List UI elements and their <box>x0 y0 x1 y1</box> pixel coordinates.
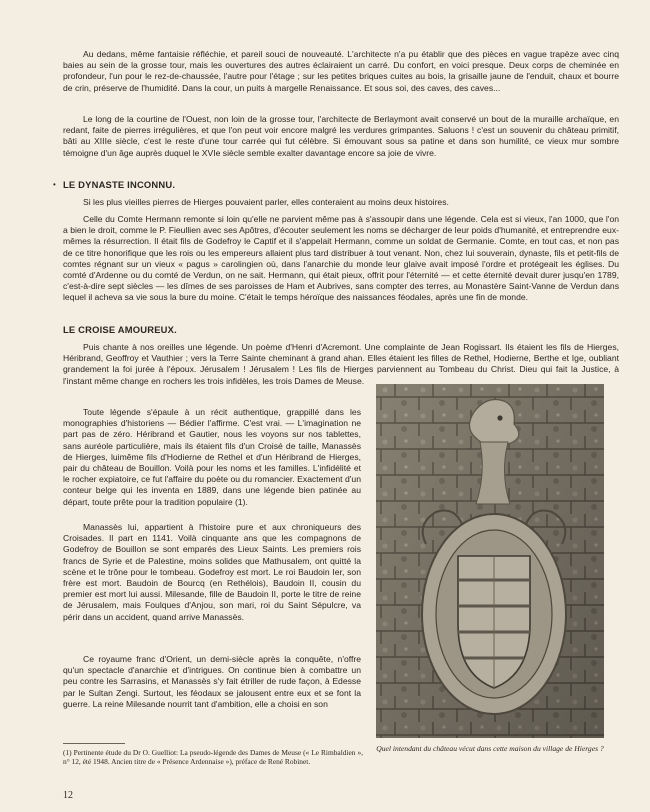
section-heading-croise: LE CROISE AMOUREUX. <box>63 324 177 335</box>
photo-caption: Quel intendant du château vécut dans cette maison du village de Hierges ? <box>376 744 604 753</box>
paragraph-kingdom: Ce royaume franc d'Orient, un demi-siècle après la conquête, n'offre qu'un spectacle d'anarchie et d'intrigues. On continue bien à combattre un peu contre les Sarrasins, et Manassès s'y fait étriller de rude façon, à Edesse par le Sultan Zengi. Surtout, les féodaux se jalousent entre eux et se font la guerre. La reine Milesande nourrit tant d'ambition, elle a choisi en son <box>63 654 361 709</box>
section-heading-dynaste: LE DYNASTE INCONNU. <box>63 179 176 190</box>
page-number: 12 <box>63 790 73 801</box>
paragraph-legend: Puis chante à nos oreilles une légende. Un poème d'Henri d'Acremont. Une complainte de Jean Rogissart. Ils étaient les fils de Hierges, Héribrand, Geoffroy et Vauthier ; vers la Terre Sainte cheminant à grand ahan. Elles étaient les filles de Rethel, Hodierne, Berthe et Ige, oubliant grandement la foi jurée à l'époux. Jérusalem ! Jérusalem ! Les fils de Hierges parviennent au Tombeau du Christ. Dieu qui fait la Justice, à l'instant même change en rochers les trois infidèles, les trois Dames de Meuse. <box>63 342 619 386</box>
footnote: (1) Pertinente étude du Dr O. Guelliot: La pseudo-légende des Dames de Meuse (« Le Rimbaldien », n° 12, été 1948. Ancien titre de « Présence Ardennaise »), préface de René Robinet. <box>63 748 363 767</box>
section-bullet: • <box>53 180 56 189</box>
paragraph-hermann: Celle du Comte Hermann remonte si loin qu'elle ne parvient même pas à s'assoupir dans une légende. Cela est si vieux, l'an 1000, que l'on a bien le droit, comme le P. Fieullien avec ses Apôtres, d'écouter seulement les noms se décharger de leur poids d'humanité, et entreprendre eux-mêmes la résurrection. Il était fils de Godefroy le Captif et il s'appelait Hermann, comme un soldat de Germanie. Comte, en tout cas, et non pas de ce titre honorifique que les rois ou les empereurs allaient plus tard distribuer à tout venant. Non, chez lui souverain, dynaste, fils et petit-fils de comtes régnant sur un vieux « pagus » carolingien où, dans l'anarchie du monde leur glaive avait imposé l'ordre et protégeait les églises. Du comté d'Ardenne ou du comté de Verdun, on ne sait. Hermann, qui était pieux, offrit pour l'éternité — et cette éternité devait durer jusqu'en 1789, c'est-à-dire sept siècles — les dîmes de ses paroisses de Ham et Aubrives, sans compter des terres, au Monastère Saint-Vanne de Verdun dans lequel il acheva sa vie sous la bure du moine. C'était le temps héroïque des naissances féodales, après une fin de monde. <box>63 214 619 303</box>
paragraph-interior: Au dedans, même fantaisie réfléchie, et pareil souci de nouveauté. L'architecte n'a pu établir que des pièces en vague trapèze avec cinq baies au sein de la grosse tour, mais les ouvertures des autres éclairaient un carré. Du confort, en voici presque. Deux corps de cheminée en profondeur, l'un pour le rez-de-chaussée, l'autre pour l'étage ; sur les petites briques cuites au bois, la grisaille jaune de l'enduit, chaux et bourre de crin, préserve de l'humidité. Dans la cour, un puits à margelle Renaissance. Et sous soi, des caves, des caves... <box>63 49 619 93</box>
footnote-rule <box>63 743 125 744</box>
paragraph-west-curtain: Le long de la courtine de l'Ouest, non loin de la grosse tour, l'architecte de Berlaymont avait conservé un bout de la muraille archaïque, en redant, faite de pierres irrégulières, et que l'on peut voir encore malgré les verdures grimpantes. Saluons ! c'est un souvenir du château primitif, bâti au XIIIe siècle, c'est le reste d'une tour carrée qui fut célèbre. Si émouvant sous sa patine et dans son humilité, ce vieux mur sombre témoigne d'un âge auprès duquel le XVIe siècle semble exalter davantage encore sa joie de vivre. <box>63 114 619 158</box>
paragraph-authentic-story: Toute légende s'épaule à un récit authentique, grappillé dans les monographies d'historiens — Bédier l'affirme. C'est vrai. — L'imagination ne part pas de zéro. Héribrand et Gautier, nous les voyons sur nos tablettes, sans auréole particulière, mais ils étaient fils d'un Croisé de taille, Manassès de Hierges, luimême fils d'Hodierne de Rethel et d'un Héribrand de Hierges, pair du château de Bouillon. Voilà pour les noms et les familles. L'infidélité et le rocher expiatoire, ce fut l'affaire du poète ou du romancier. Exactement d'un conteur belge qui les inventa en 1889, dans une légende bien patinée au départ, toute prête pour la tradition populaire (1). <box>63 407 361 507</box>
coat-of-arms-photo <box>376 384 604 738</box>
paragraph-manasses: Manassès lui, appartient à l'histoire pure et aux chroniqueurs des Croisades. Il part en 1141. Voilà cinquante ans que les compagnons de Godefroy de Bouillon se sont emparés des Lieux Saints. Les premiers rois francs de Syrie et de Palestine, moins solides que Mathusalem, ont quitté la scène et le trône pour le tombeau. Godefroy est mort. Le roi Baudoin Ier, son frère est mort. Baudoin de Bourcq (en Rethélois), Baudoin II, cousin du premier est mort lui aussi. Milesande, fille de Baudoin II, porte le titre de reine de Jérusalem, mais Foulques d'Anjou, son mari, roi du Saint Sépulcre, va périr dans un accident, quand arrive Manassès. <box>63 522 361 622</box>
paragraph-stones: Si les plus vieilles pierres de Hierges pouvaient parler, elles conteraient au moins deux histoires. <box>83 197 449 207</box>
